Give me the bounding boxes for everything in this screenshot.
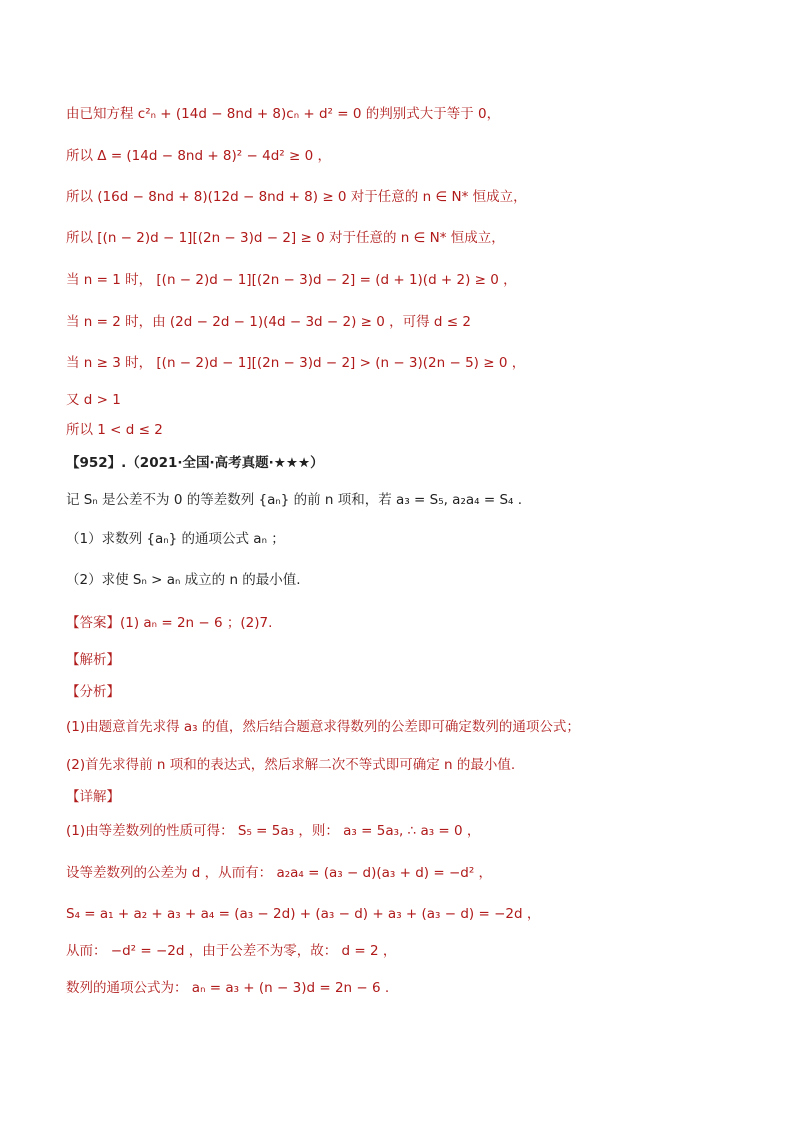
solution-line: 所以 (16d − 8nd + 8)(12d − 8nd + 8) ≥ 0 对于任意的 n ∈ N* 恒成立， <box>66 189 527 205</box>
answer-text: (1) aₙ = 2n − 6 ；(2)7. <box>120 615 273 631</box>
problem-heading: 【952】.（2021·全国·高考真题·★★★） <box>66 455 324 471</box>
answer-tag: 【答案】 <box>66 615 120 631</box>
fenxi-line: (1)由题意首先求得 a₃ 的值，然后结合题意求得数列的公差即可确定数列的通项公式； <box>66 719 580 735</box>
analysis-tag: 【解析】 <box>66 652 120 668</box>
solution-line: 又 d > 1 <box>66 392 121 408</box>
fenxi-line: (2)首先求得前 n 项和的表达式，然后求解二次不等式即可确定 n 的最小值. <box>66 757 516 773</box>
problem-statement: 记 Sₙ 是公差不为 0 的等差数列 {aₙ} 的前 n 项和，若 a₃ = S₅, a₂a₄ = S₄ . <box>66 492 523 508</box>
solution-line: 所以 Δ = (14d − 8nd + 8)² − 4d² ≥ 0 ， <box>66 148 331 164</box>
question-1: （1）求数列 {aₙ} 的通项公式 aₙ ； <box>66 531 285 547</box>
answer-line <box>66 614 272 632</box>
detail-line: 从而： −d² = −2d ，由于公差不为零，故： d = 2 ， <box>66 943 397 959</box>
fenxi-tag: 【分析】 <box>66 684 120 700</box>
solution-line: 当 n = 1 时， [(n − 2)d − 1][(2n − 3)d − 2] = (d + 1)(d + 2) ≥ 0 ， <box>66 272 517 288</box>
question-2: （2）求使 Sₙ > aₙ 成立的 n 的最小值. <box>66 572 301 588</box>
detail-tag: 【详解】 <box>66 789 120 805</box>
detail-line: (1)由等差数列的性质可得： S₅ = 5a₃ ，则： a₃ = 5a₃, ∴ a₃ = 0 ， <box>66 823 481 839</box>
solution-line: 所以 1 < d ≤ 2 <box>66 422 163 438</box>
solution-line: 当 n ≥ 3 时， [(n − 2)d − 1][(2n − 3)d − 2] > (n − 3)(2n − 5) ≥ 0 ， <box>66 355 526 371</box>
detail-line: 数列的通项公式为： aₙ = a₃ + (n − 3)d = 2n − 6 . <box>66 980 390 996</box>
detail-line: 设等差数列的公差为 d ，从而有： a₂a₄ = (a₃ − d)(a₃ + d) = −d² ， <box>66 865 493 881</box>
detail-line: S₄ = a₁ + a₂ + a₃ + a₄ = (a₃ − 2d) + (a₃ − d) + a₃ + (a₃ − d) = −2d ， <box>66 906 541 922</box>
solution-line: 所以 [(n − 2)d − 1][(2n − 3)d − 2] ≥ 0 对于任意的 n ∈ N* 恒成立， <box>66 230 505 246</box>
solution-line: 当 n = 2 时，由 (2d − 2d − 1)(4d − 3d − 2) ≥ 0 ，可得 d ≤ 2 <box>66 314 471 330</box>
solution-line: 由已知方程 c²ₙ + (14d − 8nd + 8)cₙ + d² = 0 的判别式大于等于 0， <box>66 106 501 122</box>
